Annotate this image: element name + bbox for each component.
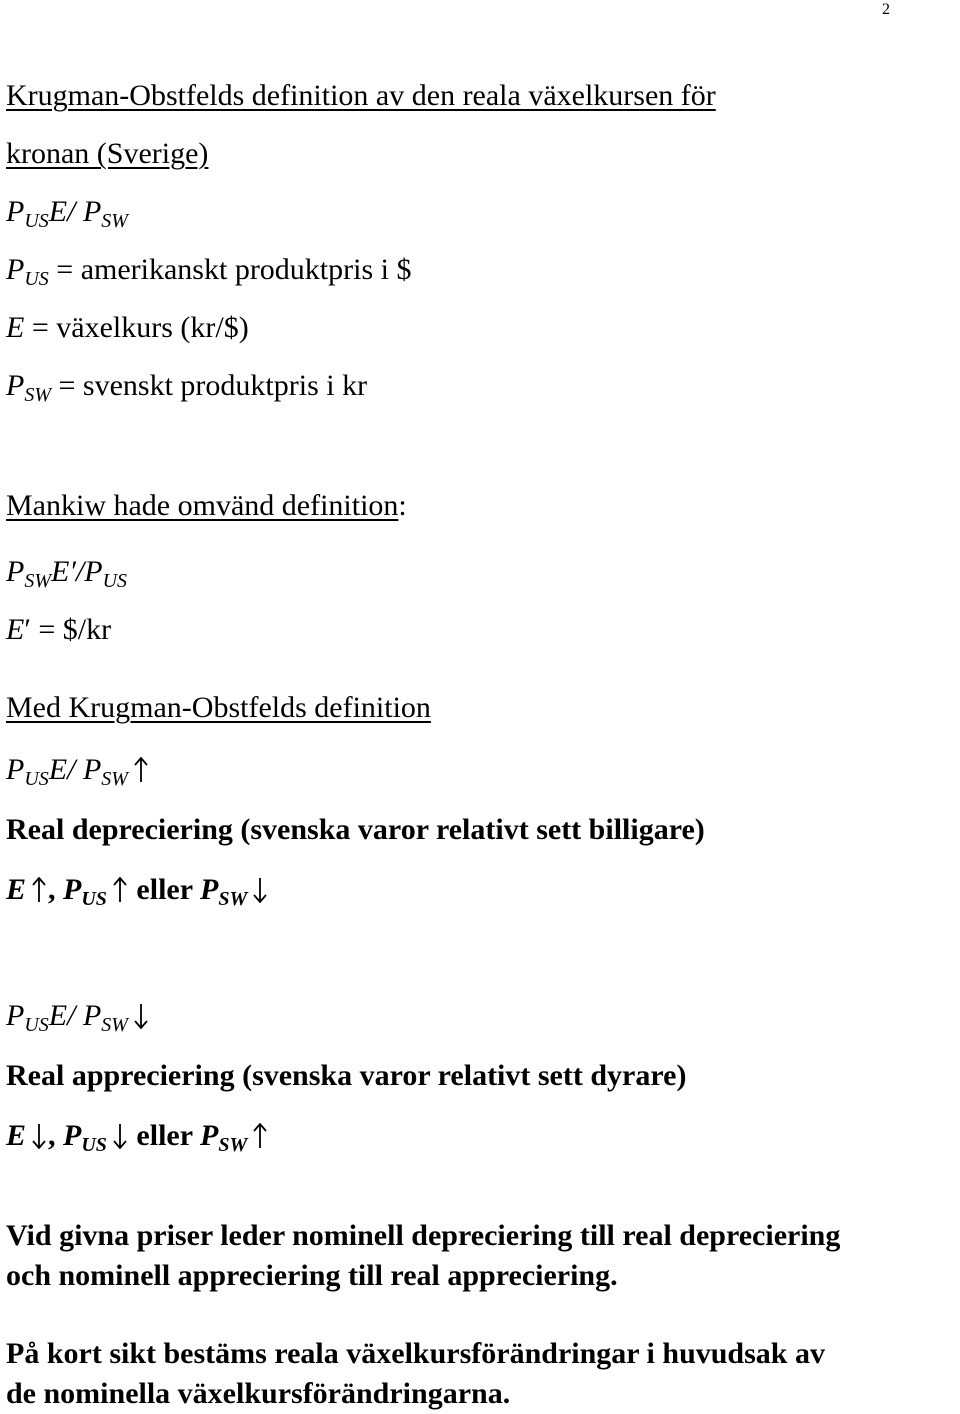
def-e-symbol: E — [6, 311, 25, 344]
section1-heading-line1: Krugman-Obstfelds definition av den reala växelkursen för — [6, 79, 716, 112]
def-eprime-e: E — [6, 613, 25, 646]
conclusion2-line1: På kort sikt bestäms reala växelkursförändringar i huvudsak av — [6, 1337, 825, 1370]
app-cond-sw: SW — [218, 1134, 248, 1156]
section1-heading-line2: kronan (Sverige) — [6, 137, 209, 170]
definition-eprime — [6, 612, 111, 648]
section2-heading-colon: : — [398, 489, 407, 522]
depreciation-formula — [6, 752, 150, 788]
app-cond-comma: , — [48, 1119, 64, 1152]
depreciation-conditions — [6, 872, 269, 908]
mankiw-p1: P — [6, 555, 25, 588]
mankiw-e: E — [51, 555, 70, 588]
down-arrow-icon — [111, 1123, 129, 1149]
app-p: P — [6, 999, 25, 1032]
dep-cond-comma: , — [48, 873, 64, 906]
real-appreciation-label: Real appreciering (svenska varor relativt sett dyrare) — [6, 1059, 687, 1092]
up-arrow-icon — [111, 877, 129, 903]
down-arrow-icon — [251, 877, 269, 903]
dep-e-slash: E/ — [48, 753, 83, 786]
formula-p2: P — [82, 195, 102, 228]
app-e-slash: E/ — [48, 999, 83, 1032]
mankiw-prime-slash: ′/ — [69, 555, 85, 588]
dep-cond-e: E — [6, 873, 27, 906]
section2-heading: Mankiw hade omvänd definition — [6, 489, 399, 522]
conclusion2-line2: de nominella växelkursförändringarna. — [6, 1377, 511, 1410]
mankiw-formula — [6, 554, 127, 590]
appreciation-conditions — [6, 1118, 269, 1154]
formula-e-slash: E/ — [48, 195, 83, 228]
definition-psw — [6, 368, 367, 404]
mankiw-us: US — [102, 570, 128, 592]
krugman-formula — [6, 194, 128, 230]
app-p2: P — [82, 999, 102, 1032]
dep-cond-sw: SW — [218, 888, 248, 910]
up-arrow-icon — [251, 1123, 269, 1149]
dep-p2: P — [82, 753, 102, 786]
up-arrow-icon — [30, 877, 48, 903]
down-arrow-icon — [132, 1003, 150, 1029]
def-psw-sub: SW — [24, 384, 51, 406]
def-pus-text: = amerikanskt produktpris i $ — [48, 253, 412, 286]
app-cond-e: E — [6, 1119, 27, 1152]
def-eprime-prime: ′ — [24, 613, 31, 646]
dep-cond-p1: P — [63, 873, 82, 906]
definition-pus — [6, 252, 411, 288]
def-pus-p: P — [6, 253, 25, 286]
section3-heading: Med Krugman-Obstfelds definition — [6, 691, 431, 724]
app-cond-p2: P — [200, 1119, 219, 1152]
formula-us: US — [24, 210, 49, 232]
conclusion1-line2: och nominell appreciering till real appreciering. — [6, 1259, 618, 1292]
formula-p: P — [6, 195, 25, 228]
def-eprime-text: = $/kr — [30, 613, 112, 646]
mankiw-p2: P — [84, 555, 103, 588]
dep-cond-us: US — [81, 888, 107, 910]
app-sw: SW — [101, 1014, 128, 1036]
conclusion1-line1: Vid givna priser leder nominell depreciering till real depreciering — [6, 1219, 841, 1252]
app-cond-us: US — [81, 1134, 107, 1156]
mankiw-sw: SW — [24, 570, 51, 592]
app-us: US — [24, 1014, 49, 1036]
page-number: 2 — [882, 1, 890, 18]
def-psw-text: = svenskt produktpris i kr — [51, 369, 368, 402]
dep-sw: SW — [101, 768, 128, 790]
section2-heading-row — [6, 488, 407, 524]
dep-us: US — [24, 768, 49, 790]
def-e-text: = växelkurs (kr/$) — [24, 311, 249, 344]
appreciation-formula — [6, 998, 150, 1034]
dep-cond-p2: P — [200, 873, 219, 906]
real-depreciation-label: Real depreciering (svenska varor relativt sett billigare) — [6, 813, 705, 846]
app-cond-p1: P — [63, 1119, 82, 1152]
up-arrow-icon — [132, 757, 150, 783]
app-cond-eller: eller — [128, 1119, 200, 1152]
dep-p: P — [6, 753, 25, 786]
dep-cond-eller: eller — [128, 873, 200, 906]
def-psw-p: P — [6, 369, 25, 402]
def-pus-sub: US — [24, 268, 49, 290]
down-arrow-icon — [30, 1123, 48, 1149]
formula-sw: SW — [101, 210, 128, 232]
definition-e — [6, 310, 249, 346]
